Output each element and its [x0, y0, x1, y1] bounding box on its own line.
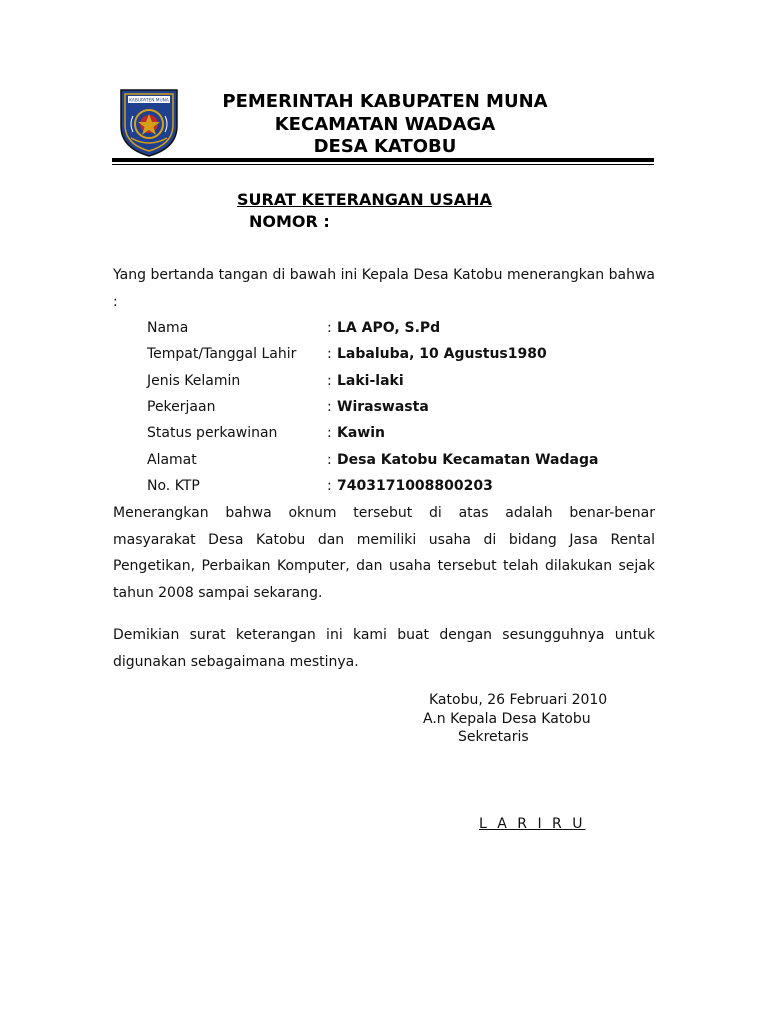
closing-paragraph: Demikian surat keterangan ini kami buat dengan sesungguhnya untuk digunakan sebagaimana mestinya. [113, 627, 655, 670]
detail-colon: : [327, 425, 332, 441]
detail-label: Status perkawinan [147, 425, 278, 441]
village-heading: DESA KATOBU [313, 136, 457, 157]
detail-colon: : [327, 399, 332, 415]
letter-title: SURAT KETERANGAN USAHA [237, 190, 492, 209]
detail-label: Nama [147, 320, 189, 336]
government-heading: PEMERINTAH KABUPATEN MUNA [222, 91, 548, 112]
intro-paragraph: Yang bertanda tangan di bawah ini Kepala Desa Katobu menerangkan bahwa : [113, 267, 655, 310]
detail-value: 7403171008800203 [337, 478, 493, 494]
regency-emblem-logo [117, 86, 181, 158]
signature-on-behalf: A.n Kepala Desa Katobu [423, 711, 591, 727]
detail-value: Laki-laki [337, 373, 404, 389]
signature-position: Sekretaris [458, 729, 529, 745]
detail-value: Desa Katobu Kecamatan Wadaga [337, 452, 599, 468]
logo-text: KABUPATEN MUNA [129, 98, 169, 104]
header-divider-thick [112, 158, 654, 162]
detail-value: LA APO, S.Pd [337, 320, 441, 336]
detail-label: Alamat [147, 452, 197, 468]
detail-value: Labaluba, 10 Agustus1980 [337, 346, 547, 362]
header-divider-thin [112, 164, 654, 165]
detail-label: No. KTP [147, 478, 200, 494]
detail-label: Pekerjaan [147, 399, 216, 415]
letter-number: NOMOR : [249, 212, 330, 231]
detail-colon: : [327, 320, 332, 336]
district-heading: KECAMATAN WADAGA [274, 114, 496, 135]
statement-paragraph: Menerangkan bahwa oknum tersebut di atas adalah benar-benar masyarakat Desa Katobu dan memiliki usaha di bidang Jasa Rental Pengetikan, Perbaikan Komputer, dan usaha tersebut telah dilakukan sejak tahun 2008 sampai sekarang. [113, 505, 655, 601]
detail-colon: : [327, 373, 332, 389]
detail-colon: : [327, 478, 332, 494]
detail-colon: : [327, 346, 332, 362]
detail-colon: : [327, 452, 332, 468]
signature-place-date: Katobu, 26 Februari 2010 [429, 692, 608, 708]
detail-label: Jenis Kelamin [147, 373, 241, 389]
detail-label: Tempat/Tanggal Lahir [147, 346, 297, 362]
detail-value: Kawin [337, 425, 385, 441]
signatory-name: L A R I R U [479, 816, 586, 832]
detail-value: Wiraswasta [337, 399, 429, 415]
